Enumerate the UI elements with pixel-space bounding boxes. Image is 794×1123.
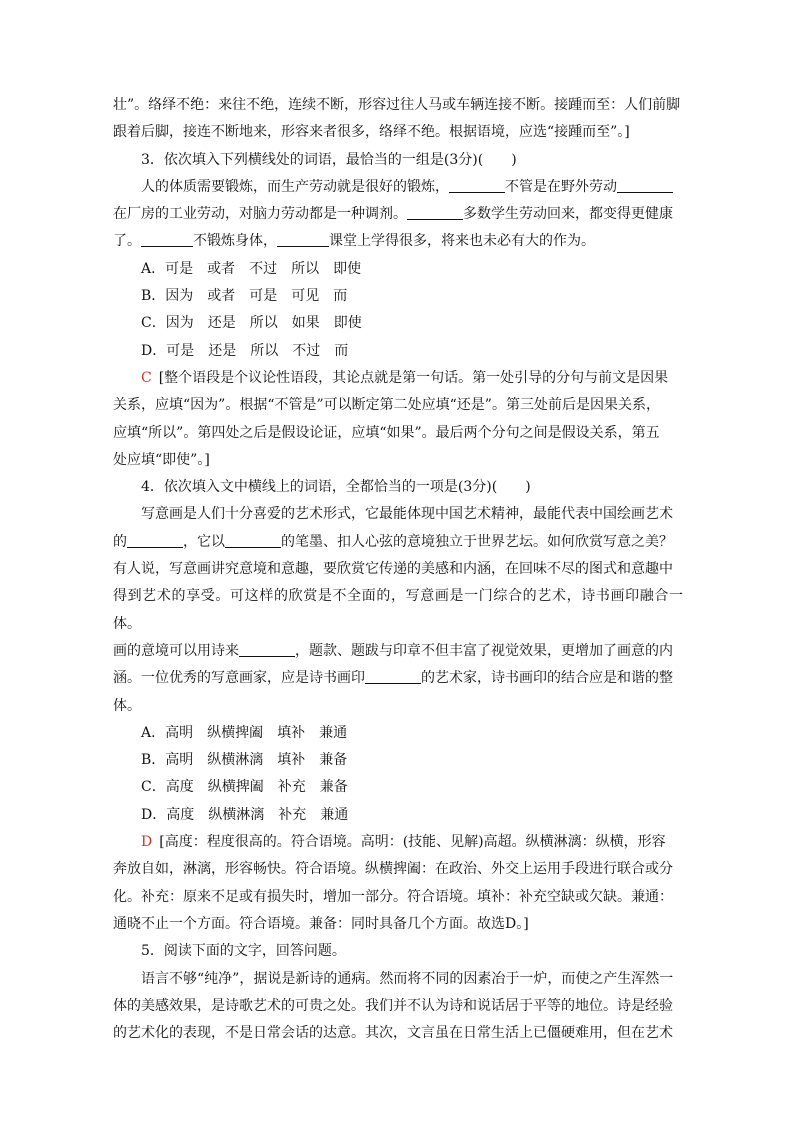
answer-blank bbox=[141, 232, 193, 247]
q2-explanation-line: 跟着后脚，接连不断地来，形容来者很多，络绎不绝。根据语境，应选“接踵而至”。] bbox=[113, 124, 630, 141]
q3-option-c: C．因为 还是 所以 如果 即使 bbox=[141, 315, 362, 332]
q2-explanation-line: 壮”。络绎不绝：来往不绝，连续不断，形容过往人马或车辆连接不断。接踵而至：人们前脚 bbox=[113, 97, 681, 113]
q4-option-d: D．高度 纵横淋漓 补充 兼通 bbox=[141, 806, 349, 823]
q3-explanation-line: C [整个语段是个议论性语段，其论点就是第一句话。第一处引导的分句与前文是因果 bbox=[141, 369, 669, 386]
q3-explanation-line: 关系，应填“因为”。根据“不管是”可以断定第二处应填“还是”。第三处前后是因果关系， bbox=[113, 397, 660, 414]
q4-passage-line: 有人说，写意画讲究意境和意趣，要欣赏它传递的美感和内涵，在回味不尽的图式和意趣中 bbox=[113, 561, 673, 578]
q4-stem: 4．依次填入文中横线上的词语，全都恰当的一项是(3分)( ) bbox=[141, 479, 531, 496]
q4-explanation-line: 通晓不止一个方面。符合语境。兼备：同时具备几个方面。故选D。] bbox=[113, 915, 529, 932]
answer-blank bbox=[365, 669, 421, 684]
q3-option-a: A．可是 或者 不过 所以 即使 bbox=[141, 260, 362, 277]
q3-passage-line: 了。 不锻炼身体， 课堂上学得很多，将来也未必有大的作为。 bbox=[113, 233, 595, 250]
answer-blank bbox=[407, 205, 463, 220]
answer-blank bbox=[127, 533, 183, 548]
q3-answer-key: C bbox=[141, 369, 152, 386]
q4-passage-line: 体。 bbox=[113, 697, 141, 714]
q4-passage-line: 涵。一位优秀的写意画家，应是诗书画印 的艺术家，诗书画印的结合应是和谐的整 bbox=[113, 670, 673, 687]
q4-option-c: C．高度 纵横捭阖 补充 兼备 bbox=[141, 779, 348, 796]
q5-stem: 5．阅读下面的文字，回答问题。 bbox=[141, 943, 346, 960]
document-page bbox=[113, 92, 683, 1047]
q5-passage-line: 的艺术化的表现，不是日常会话的达意。其次，文言虽在日常生活上已僵硬难用，但在艺术 bbox=[113, 1025, 673, 1042]
q4-option-b: B．高明 纵横淋漓 填补 兼备 bbox=[141, 752, 348, 769]
q4-passage-line: 画的意境可以用诗来 ，题款、题跋与印章不但丰富了视觉效果，更增加了画意的内 bbox=[113, 642, 673, 659]
q4-explanation-line: D [高度：程度很高的。符合语境。高明：(技能、见解)高超。纵横淋漓：纵横，形容 bbox=[141, 834, 666, 851]
q3-passage-line: 人的体质需要锻炼，而生产劳动就是很好的锻炼， 不管是在野外劳动 bbox=[113, 174, 683, 201]
q3-option-b: B．因为 或者 可是 可见 而 bbox=[141, 288, 348, 305]
q4-explanation-line: 奔放自如，淋漓，形容畅快。符合语境。纵横捭阖：在政治、外交上运用手段进行联合或分 bbox=[113, 861, 673, 878]
q4-passage-line: 写意画是人们十分喜爱的艺术形式，它最能体现中国艺术精神，最能代表中国绘画艺术 bbox=[141, 506, 673, 523]
q4-option-a: A．高明 纵横捭阖 填补 兼通 bbox=[141, 724, 348, 741]
q3-explanation-line: 处应填“即使”。] bbox=[113, 451, 210, 468]
q4-passage-line: 的 ，它以 的笔墨、扣人心弦的意境独立于世界艺坛。如何欣赏写意之美？ bbox=[113, 533, 673, 550]
answer-blank bbox=[617, 178, 673, 193]
answer-blank bbox=[225, 533, 281, 548]
q5-passage-line: 语言不够“纯净”，据说是新诗的通病。然而将不同的因素冶于一炉，而使之产生浑然一 bbox=[141, 970, 674, 987]
q4-explanation-line: 化。补充：原来不足或有损失时，增加一部分。符合语境。填补：补充空缺或欠缺。兼通： bbox=[113, 888, 673, 905]
q5-passage-line: 体的美感效果，是诗歌艺术的可贵之处。我们并不认为诗和说话居于平等的地位。诗是经验 bbox=[113, 997, 673, 1014]
q4-passage-line: 得到艺术的享受。可这样的欣赏是不全面的，写意画是一门综合的艺术，诗书画印融合一体。 bbox=[113, 588, 683, 632]
q3-passage-line: 在厂房的工业劳动，对脑力劳动都是一种调剂。 多数学生劳动回来，都变得更健康 bbox=[113, 206, 673, 223]
answer-blank bbox=[277, 232, 329, 247]
q4-answer-key: D bbox=[141, 834, 153, 851]
q3-explanation-line: 应填“所以”。第四处之后是假设论证，应填“如果”。最后两个分句之间是假设关系，第五 bbox=[113, 424, 660, 441]
answer-blank bbox=[449, 178, 505, 193]
q3-option-d: D．可是 还是 所以 不过 而 bbox=[141, 342, 349, 359]
q3-stem: 3．依次填入下列横线处的词语，最恰当的一组是(3分)( ) bbox=[141, 151, 517, 168]
answer-blank bbox=[239, 642, 295, 657]
